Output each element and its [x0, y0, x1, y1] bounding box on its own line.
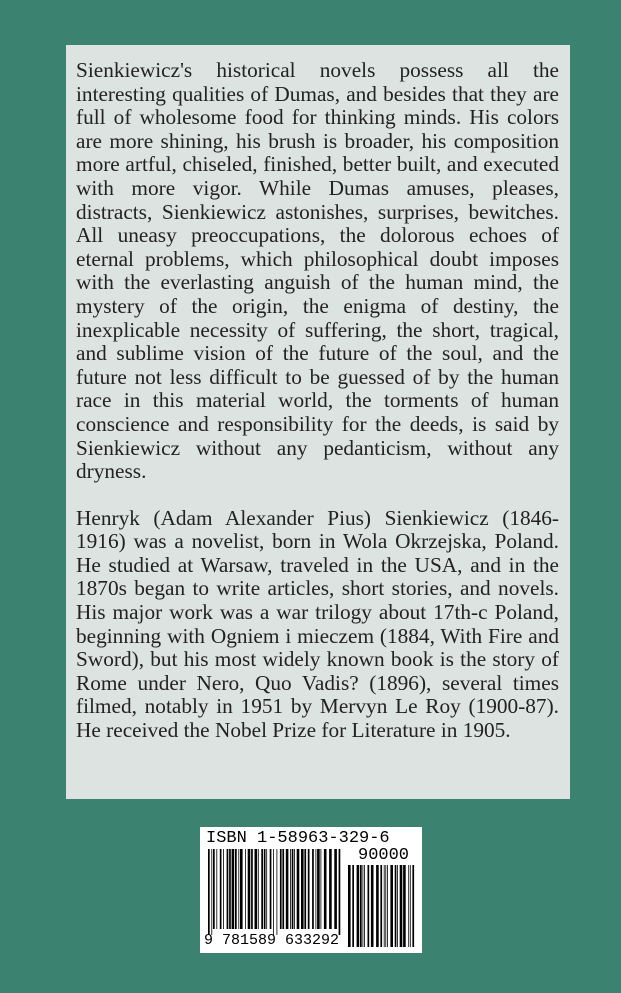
barcode-bar	[297, 849, 300, 929]
price-addon-number: 90000	[358, 846, 410, 865]
barcode-bar	[270, 849, 272, 929]
barcode-bar	[277, 849, 278, 935]
barcode-bar	[235, 849, 237, 929]
ean-barcode-bars	[208, 849, 342, 935]
barcode-bar	[363, 865, 364, 947]
barcode-bar	[240, 849, 243, 929]
barcode-bar	[266, 849, 267, 929]
barcode-bar	[213, 849, 215, 929]
barcode-bar	[286, 849, 289, 929]
barcode-bar	[316, 849, 317, 929]
barcode-bar	[357, 865, 360, 947]
barcode-bar	[387, 865, 388, 947]
barcode-bar	[317, 849, 320, 929]
barcode-bar	[334, 849, 337, 929]
barcode-bar	[364, 865, 365, 947]
barcode-bar	[251, 849, 253, 929]
barcode-bar	[324, 849, 327, 929]
review-paragraph: Sienkiewicz's historical novels possess all the interesting qualities of Dumas, and besides that they are full of wholesome food for thinking minds. His colors are more shining, his brush is broader, his composition more artful, chiseled, finished, better built, and executed with more vigor. While Dumas amuses, pleases, distracts, Sienkiewicz astonishes, surprises, bewitches. All uneasy preoccupations, the dolorous echoes of eternal problems, which philosophical doubt imposes with the everlasting anguish of the human mind, the mystery of the origin, the enigma of destiny, the inexplicable necessity of suffering, the short, tragical, and sublime vision of the future of the soul, and the future not less difficult to be guessed of by the human race in this material world, the torments of human conscience and responsibility for the deeds, is said by Sienkiewicz without any pedanticism, without any dryness.	[76, 58, 559, 484]
barcode-bar	[245, 849, 246, 929]
barcode-bar	[248, 849, 251, 929]
barcode-bar	[312, 849, 314, 929]
barcode-bar	[408, 865, 409, 947]
barcode-bar	[280, 849, 282, 929]
barcode-bar	[376, 865, 379, 947]
barcode-bar	[294, 849, 295, 929]
barcode-bar	[211, 849, 212, 935]
barcode-bar	[292, 849, 294, 929]
barcode-bar	[371, 865, 374, 947]
barcode-bar	[352, 865, 354, 947]
barcode-bar	[220, 849, 222, 929]
barcode-bar	[255, 849, 258, 929]
barcode-bar	[403, 865, 406, 947]
barcode-bar	[397, 865, 398, 947]
barcode-bar	[232, 849, 235, 929]
barcode-bar	[329, 849, 332, 929]
barcode-bar	[258, 849, 259, 929]
barcode-bar	[348, 865, 351, 947]
barcode-bar	[208, 849, 210, 935]
barcode-bar	[223, 849, 224, 929]
barcode-bar	[304, 849, 306, 929]
isbn-barcode	[200, 827, 422, 953]
barcode-bar	[368, 865, 370, 947]
ean-number: 9 781589 633292	[204, 932, 340, 949]
barcode-bar	[339, 849, 341, 935]
barcode-bar	[238, 849, 239, 929]
barcode-bar	[400, 865, 403, 947]
barcode-bar	[384, 865, 385, 947]
barcode-bar	[412, 865, 414, 947]
barcode-bar	[390, 865, 393, 947]
barcode-bar	[282, 849, 284, 929]
author-bio-paragraph: Henryk (Adam Alexander Pius) Sienkiewicz (1846-1916) was a novelist, born in Wola Okrzejska, Poland. He studied at Warsaw, traveled in the USA, and in the 1870s began to write articles, short stories, and novels. His major work was a war trilogy about 17th-c Poland, beginning with Ogniem i mieczem (1884, With Fire and Sword), but his most widely known book is the story of Rome under Nero, Quo Vadis? (1896), several times filmed, notably in 1951 by Mervyn Le Roy (1900-87). He received the Nobel Prize for Literature in 1905.	[76, 505, 559, 743]
barcode-bar	[308, 849, 310, 929]
back-cover-text-panel	[66, 45, 570, 799]
barcode-bar	[301, 849, 304, 929]
barcode-bar	[264, 849, 266, 929]
addon-barcode-bars	[348, 865, 416, 947]
barcode-bar	[290, 849, 291, 929]
barcode-bar	[395, 865, 397, 947]
barcode-bar	[380, 865, 382, 947]
barcode-bar	[261, 849, 263, 929]
barcode-bar	[360, 865, 362, 947]
barcode-bar	[229, 849, 231, 929]
barcode-bar	[321, 849, 322, 929]
barcode-bar	[227, 849, 229, 929]
barcode-bar	[410, 865, 411, 947]
barcode-bar	[216, 849, 217, 929]
isbn-label: ISBN 1-58963-329-6	[206, 829, 390, 848]
barcode-bar	[273, 849, 274, 935]
barcode-bar	[385, 865, 386, 947]
